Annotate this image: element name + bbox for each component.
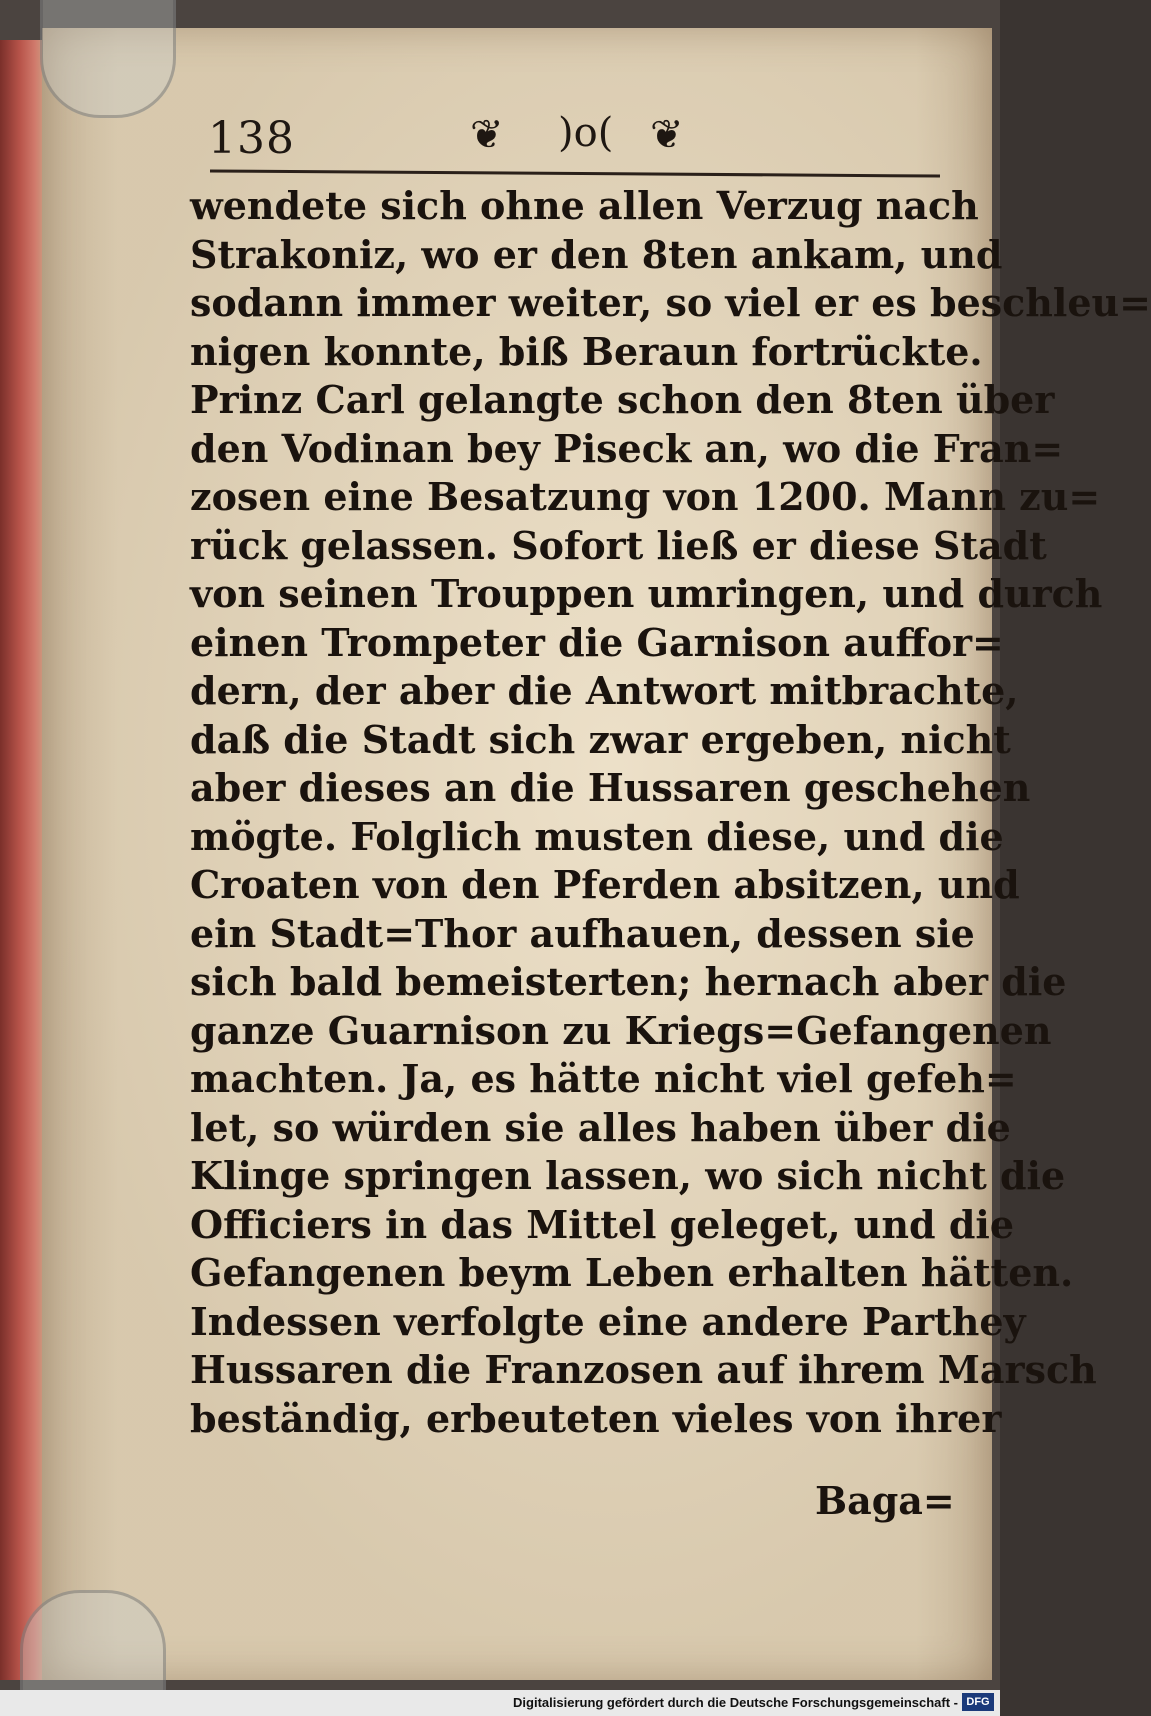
text-line: Strakoniz, wo er den 8ten ankam, und bbox=[190, 231, 1003, 277]
center-ornament: )o( bbox=[558, 110, 614, 156]
text-line: ganze Guarnison zu Kriegs=Gefangenen bbox=[190, 1007, 1052, 1053]
text-line: sodann immer weiter, so viel er es beschleu= bbox=[190, 280, 1151, 325]
text-line: ein Stadt=Thor aufhauen, dessen sie bbox=[190, 910, 975, 956]
text-line: wendete sich ohne allen Verzug nach bbox=[190, 183, 979, 228]
text-line: nigen konnte, biß Beraun fortrückte. bbox=[190, 328, 983, 374]
text-line: let, so würden sie alles haben über die bbox=[190, 1104, 1011, 1150]
text-line: den Vodinan bey Piseck an, wo die Fran= bbox=[190, 425, 1064, 471]
text-line: dern, der aber die Antwort mitbrachte, bbox=[190, 668, 1019, 713]
page-clip-bottom bbox=[20, 1590, 166, 1703]
page-header bbox=[170, 85, 960, 164]
text-line: von seinen Trouppen umringen, und durch bbox=[190, 571, 1103, 616]
text-line: Gefangenen beym Leben erhalten hätten. bbox=[190, 1250, 1074, 1295]
text-line: Croaten von den Pferden absitzen, und bbox=[190, 862, 1020, 907]
text-line: Prinz Carl gelangte schon den 8ten über bbox=[190, 377, 1055, 422]
text-line: daß die Stadt sich zwar ergeben, nicht bbox=[190, 716, 1011, 762]
text-line: zosen eine Besatzung von 1200. Mann zu= bbox=[190, 474, 1101, 519]
text-line: beständig, erbeuteten vieles von ihrer bbox=[190, 1395, 1002, 1441]
body-text bbox=[190, 182, 1151, 1443]
fleuron-ornament-left: ❦ bbox=[470, 112, 504, 158]
page-clip-top bbox=[40, 0, 176, 118]
text-line: machten. Ja, es hätte nicht viel gefeh= bbox=[190, 1056, 1017, 1101]
text-line: Klinge springen lassen, wo sich nicht die bbox=[190, 1153, 1066, 1198]
footer-bar bbox=[0, 1690, 1000, 1716]
text-line: einen Trompeter die Garnison auffor= bbox=[190, 619, 1004, 665]
text-line: Officiers in das Mittel geleget, und die bbox=[190, 1201, 1015, 1247]
dfg-logo: DFG bbox=[962, 1693, 994, 1711]
text-line: Hussaren die Franzosen auf ihrem Marsch bbox=[190, 1347, 1097, 1392]
fleuron-ornament-right: ❦ bbox=[650, 112, 684, 158]
text-line: mögte. Folglich musten diese, und die bbox=[190, 813, 1004, 859]
text-line: sich bald bemeisterten; hernach aber die bbox=[190, 959, 1067, 1004]
catchword: Baga= bbox=[815, 1478, 955, 1523]
text-line: aber dieses an die Hussaren geschehen bbox=[190, 765, 1031, 810]
page-number: 138 bbox=[208, 113, 295, 164]
text-line: rück gelassen. Sofort ließ er diese Stadt bbox=[190, 522, 1047, 568]
text-line: Indessen verfolgte eine andere Parthey bbox=[190, 1298, 1026, 1344]
digitization-credit: Digitalisierung gefördert durch die Deutsche Forschungsgemeinschaft - bbox=[513, 1695, 958, 1710]
